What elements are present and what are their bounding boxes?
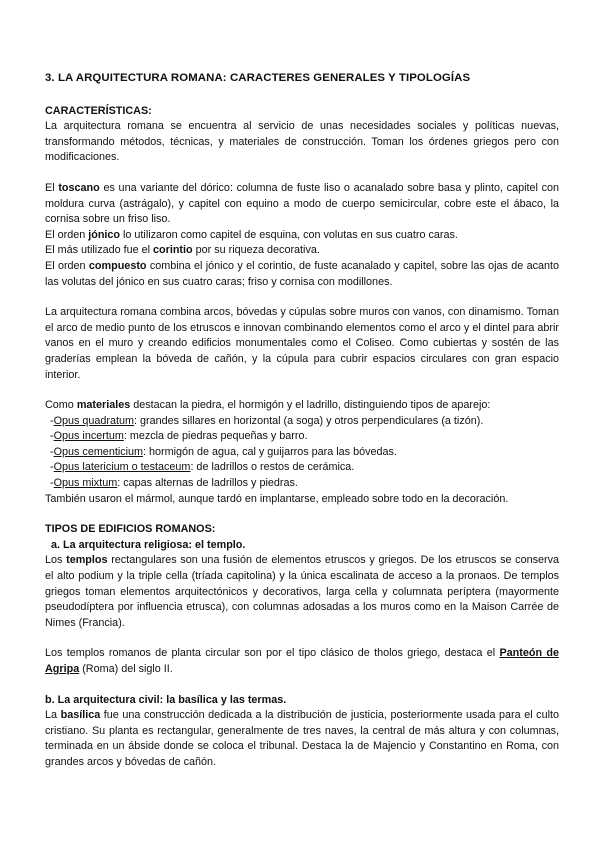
- section-heading-caracteristicas: CARACTERÍSTICAS:: [45, 104, 152, 117]
- paragraph-intro: La arquitectura romana se encuentra al servicio de unas necesidades sociales y políticas nuevas, transformando métodos, técnicas, y materiales de construcción. Toman los órdenes griegos pero con modificaciones.: [45, 120, 559, 164]
- paragraph-compuesto: El orden compuesto combina el jónico y el corintio, de fuste acanalado y capitel, sobre las ojas de acanto las volutas del jónico en sus cuatro caras; friso y cornisa con modillones.: [45, 259, 559, 288]
- materials-list: [45, 414, 559, 492]
- list-item: -Opus incertum: mezcla de piedras pequeñas y barro.: [50, 430, 308, 443]
- paragraph-basilica: La basílica fue una construcción dedicada a la distribución de justicia, posteriormente usada para el culto cristiano. Su planta es rectangular, generalmente de tres naves, la central de más altura y con columnas, terminada en un ábside donde se coloca el tribunal. Destaca la de Majencio y Constantino en Roma, con grandes arcos y bóvedas de cañón.: [45, 709, 559, 768]
- document-page: [45, 71, 559, 771]
- subheading-religiosa: a. La arquitectura religiosa: el templo.: [51, 538, 246, 551]
- paragraph-templos: Los templos rectangulares son una fusión de elementos etruscos y griegos. De los etruscos se conserva el alto podium y la triple cella (tríada capitolina) y la única escalinata de acceso a la pronaos. De templos griegos toman elementos arquitectónicos y decorativos, larga cella y columnata períptera (mayormente pseudodíptera por influencia etrusca), con columnas adosadas a los muros como en la Maison Carrée de Nimes (Francia).: [45, 554, 559, 629]
- paragraph-corintio: El más utilizado fue el corintio por su riqueza decorativa.: [45, 244, 320, 257]
- paragraph-panteon: Los templos romanos de planta circular son por el tipo clásico de tholos griego, destaca el Panteón de Agripa (Roma) del siglo II.: [45, 647, 559, 675]
- list-item: -Opus quadratum: grandes sillares en horizontal (a soga) y otros perpendiculares (a tizón).: [50, 414, 484, 427]
- page-title: 3. LA ARQUITECTURA ROMANA: CARACTERES GENERALES Y TIPOLOGÍAS: [45, 72, 471, 84]
- paragraph-jonico: El orden jónico lo utilizaron como capitel de esquina, con volutas en sus cuatro caras.: [45, 228, 458, 241]
- paragraph-marmol: También usaron el mármol, aunque tardó en implantarse, empleado sobre todo en la decoración.: [45, 492, 509, 505]
- paragraph-materiales: Como materiales destacan la piedra, el hormigón y el ladrillo, distinguiendo tipos de aparejo:: [45, 399, 491, 412]
- list-item: -Opus cementicium: hormigón de agua, cal y guijarros para las bóvedas.: [50, 445, 397, 458]
- list-item: -Opus latericium o testaceum: de ladrillos o restos de cerámica.: [50, 461, 355, 474]
- paragraph-combina: La arquitectura romana combina arcos, bóvedas y cúpulas sobre muros con vanos, con dinamismo. Toman el arco de medio punto de los etruscos e innovan combinando elementos como el arco y el dintel para abrir vanos en el muro y creando edificios monumentales como el Coliseo. Como cubiertas y sostén de las graderías emplean la bóveda de cañón, y la cúpula para cubrir espacios circulares con gran espacio interior.: [45, 306, 559, 381]
- paragraph-toscano: El toscano es una variante del dórico: columna de fuste liso o acanalado sobre basa y plinto, capitel con moldura curva (astrágalo), y capitel con equino a modo de cuerpo semicircular, cobre este el ábaco, la cornisa sobre un friso liso.: [45, 181, 559, 226]
- section-heading-tipos: TIPOS DE EDIFICIOS ROMANOS:: [45, 523, 216, 536]
- list-item: -Opus mixtum: capas alternas de ladrillos y piedras.: [50, 477, 298, 490]
- subheading-civil: b. La arquitectura civil: la basílica y las termas.: [45, 693, 287, 706]
